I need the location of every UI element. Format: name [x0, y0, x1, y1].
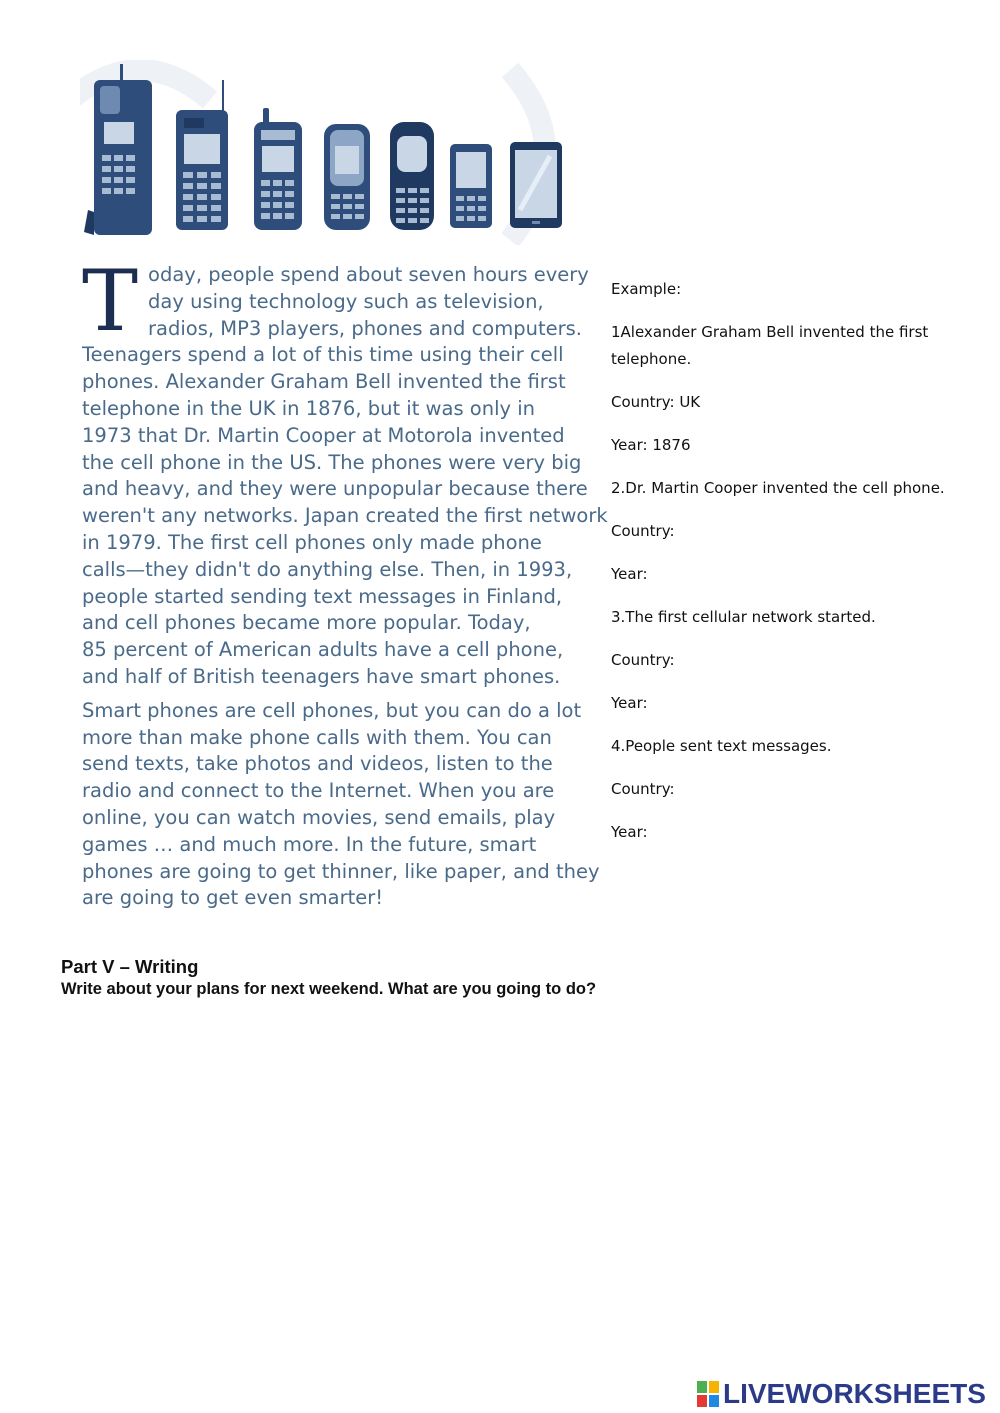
reading-line: and heavy, and they were unpopular because there	[82, 477, 588, 501]
liveworksheets-brand	[697, 1378, 986, 1410]
reading-line: radio and connect to the Internet. When you are	[82, 779, 555, 803]
phone-evolution-illustration	[80, 60, 580, 245]
brick-phone-icon	[84, 64, 152, 235]
reading-line: telephone in the UK in 1876, but it was only in	[82, 396, 536, 420]
liveworksheets-logo-icon	[697, 1381, 719, 1407]
reading-line: more than make phone calls with them. You can	[82, 725, 552, 749]
reading-line: games … and much more. In the future, smart	[82, 832, 537, 856]
reading-line: 85 percent of American adults have a cell phone,	[82, 638, 564, 662]
slim-phone-icon	[450, 144, 492, 228]
reading-line: the cell phone in the US. The phones were very big	[82, 450, 582, 474]
question-2: 2.Dr. Martin Cooper invented the cell phone.	[611, 479, 945, 497]
reading-line: oday, people spend about seven hours every	[148, 263, 589, 286]
rounded-phone-icon	[390, 122, 434, 230]
question-3-country-field[interactable]: Country:	[611, 651, 675, 669]
reading-line: radios, MP3 players, phones and computers.	[148, 316, 582, 340]
nokia-style-phone-icon	[324, 124, 370, 230]
question-4-year-field[interactable]: Year:	[611, 823, 648, 841]
reading-line: 1973 that Dr. Martin Cooper at Motorola invented	[82, 423, 565, 447]
writing-section-title: Part V – Writing	[61, 956, 199, 977]
question-2-year-field[interactable]: Year:	[611, 565, 648, 583]
drop-cap: T	[82, 252, 139, 350]
question-list	[611, 276, 971, 862]
reading-line: calls—they didn't do anything else. Then, in 1993,	[82, 557, 573, 581]
reading-passage	[82, 252, 608, 912]
writing-prompt: Write about your plans for next weekend. What are you going to do?	[61, 980, 597, 998]
reading-line: online, you can watch movies, send emails, play	[82, 805, 556, 829]
reading-line: Teenagers spend a lot of this time using their cell	[82, 343, 564, 367]
phones-svg	[80, 60, 580, 245]
question-1-year: Year: 1876	[611, 436, 691, 454]
question-1-line-2: telephone.	[611, 350, 692, 368]
brand-name: LIVEWORKSHEETS	[723, 1378, 986, 1409]
reading-line: and cell phones became more popular. Today,	[82, 611, 531, 635]
reading-line: are going to get even smarter!	[82, 886, 384, 910]
reading-line: day using technology such as television,	[148, 289, 544, 313]
question-4-country-field[interactable]: Country:	[611, 780, 675, 798]
question-4: 4.People sent text messages.	[611, 737, 832, 755]
question-3: 3.The first cellular network started.	[611, 608, 876, 626]
reading-line: and half of British teenagers have smart phones.	[82, 664, 561, 688]
reading-line: weren't any networks. Japan created the first network	[82, 504, 608, 528]
reading-line: phones are going to get thinner, like paper, and they	[82, 859, 600, 883]
smartphone-icon	[510, 142, 562, 228]
reading-paragraph-1	[82, 252, 608, 691]
reading-line: send texts, take photos and videos, listen to the	[82, 752, 553, 776]
flip-phone-icon	[254, 108, 302, 230]
question-2-country-field[interactable]: Country:	[611, 522, 675, 540]
example-label: Example:	[611, 280, 682, 298]
reading-line: in 1979. The first cell phones only made phone	[82, 530, 542, 554]
reading-line: phones. Alexander Graham Bell invented the first	[82, 370, 566, 394]
question-1-country: Country: UK	[611, 393, 701, 411]
question-3-year-field[interactable]: Year:	[611, 694, 648, 712]
reading-line: people started sending text messages in Finland,	[82, 584, 563, 608]
reading-line: Smart phones are cell phones, but you can do a lot	[82, 698, 582, 722]
question-1-line-1: 1Alexander Graham Bell invented the first	[611, 323, 929, 341]
question-1	[611, 319, 971, 373]
reading-paragraph-2	[82, 698, 600, 912]
